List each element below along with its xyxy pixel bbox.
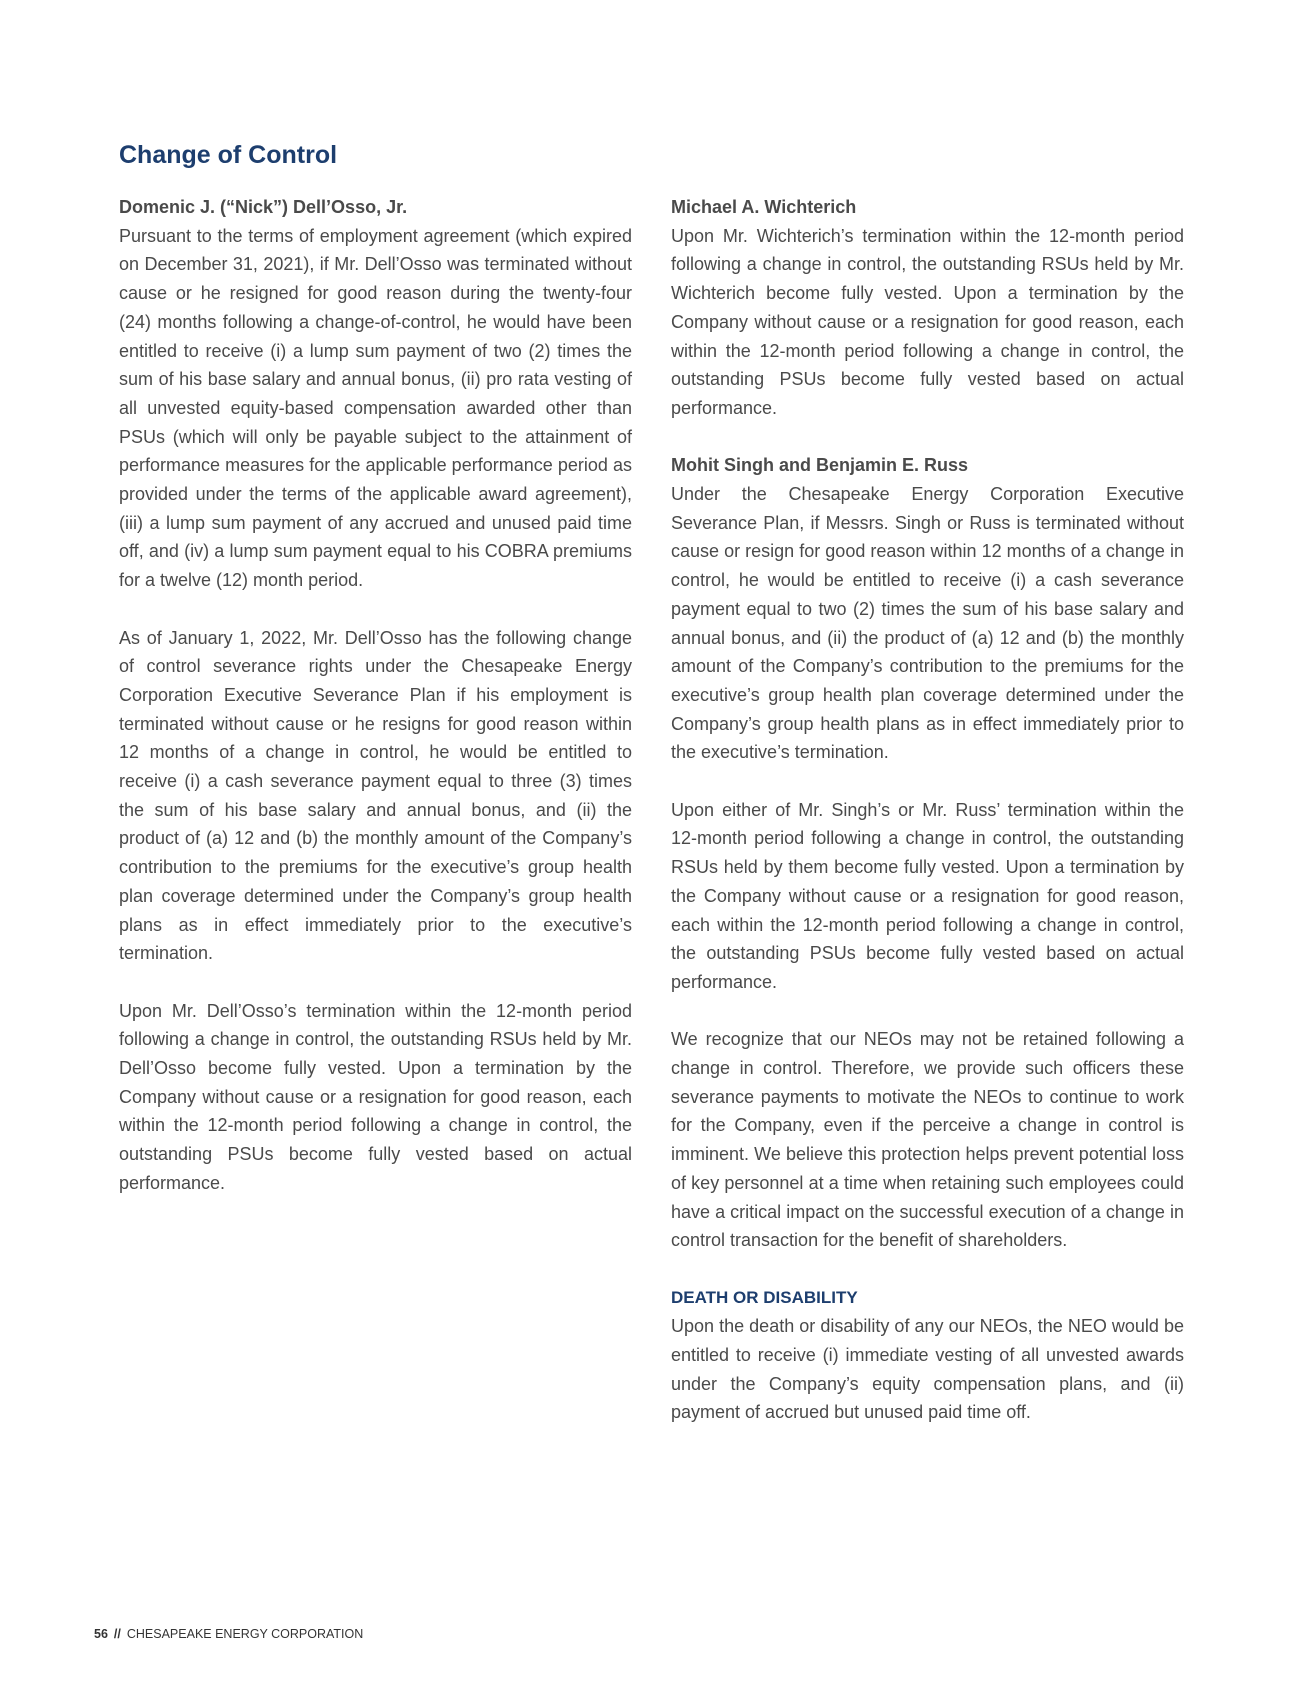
death-disability-paragraph: Upon the death or disability of any our NEOs, the NEO would be entitled to receive (i) immediate vesting of all unvested awards under the Company’s equity compensation plans, and (ii) payment of accrued but unused paid time off.: [671, 1316, 1184, 1423]
dellosso-paragraph-2: As of January 1, 2022, Mr. Dell’Osso has the following change of control severance rights under the Chesapeake Energy Corporation Executive Severance Plan if his employment is terminated without cause or he resigns for good reason within 12 months of a change in control, he would be entitled to receive (i) a cash severance payment equal to three (3) times the sum of his base salary and annual bonus, and (ii) the product of (a) 12 and (b) the monthly amount of the Company’s contribution to the premiums for the executive’s group health plan coverage determined under the Company’s group health plans as in effect immediately prior to the executive’s termination.: [119, 627, 632, 964]
footer-separator: //: [113, 1627, 121, 1641]
dellosso-heading: Domenic J. (“Nick”) Dell’Osso, Jr.: [119, 197, 408, 217]
footer-company: CHESAPEAKE ENERGY CORPORATION: [126, 1627, 364, 1641]
death-disability-heading: DEATH OR DISABILITY: [671, 1287, 858, 1307]
right-column: [671, 193, 1184, 1427]
dellosso-paragraph-1: Pursuant to the terms of employment agreement (which expired on December 31, 2021), if Mr. Dell’Osso was terminated without cause or he resigned for good reason during the twenty-four (24) months following a change-of-control, he would have been entitled to receive (i) a lump sum payment of two (2) times the sum of his base salary and annual bonus, (ii) pro rata vesting of all unvested equity-based compensation awarded other than PSUs (which will only be payable subject to the attainment of performance measures for the applicable performance period as provided under the terms of the applicable award agreement), (iii) a lump sum payment of any accrued and unused paid time off, and (iv) a lump sum payment equal to his COBRA premiums for a twelve (12) month period.: [119, 225, 632, 591]
page-title: Change of Control: [119, 141, 338, 169]
singh-russ-paragraph-1: Under the Chesapeake Energy Corporation Executive Severance Plan, if Messrs. Singh or Russ is terminated without cause or resign for good reason within 12 months of a change in control, he would be entitled to receive (i) a cash severance payment equal to two (2) times the sum of his base salary and annual bonus, and (ii) the product of (a) 12 and (b) the monthly amount of the Company’s contribution to the premiums for the executive’s group health plan coverage determined under the Company’s group health plans as in effect immediately prior to the executive’s termination.: [671, 484, 1184, 763]
page-number: 56: [94, 1627, 108, 1641]
singh-russ-paragraph-2: Upon either of Mr. Singh’s or Mr. Russ’ termination within the 12-month period following a change in control, the outstanding RSUs held by them become fully vested. Upon a termination by the Company without cause or a resignation for good reason, each within the 12-month period following a change in control, the outstanding PSUs become fully vested based on actual performance.: [671, 799, 1184, 992]
wichterich-paragraph: Upon Mr. Wichterich’s termination within the 12-month period following a change in control, the outstanding RSUs held by Mr. Wichterich become fully vested. Upon a termination by the Company without cause or a resignation for good reason, each within the 12-month period following a change in control, the outstanding PSUs become fully vested based on actual performance.: [671, 225, 1184, 418]
retention-paragraph: We recognize that our NEOs may not be retained following a change in control. Therefore, we provide such officers these severance payments to motivate the NEOs to continue to work for the Company, even if the perceive a change in control is imminent. We believe this protection helps prevent potential loss of key personnel at a time when retaining such employees could have a critical impact on the successful execution of a change in control transaction for the benefit of shareholders.: [671, 1029, 1184, 1251]
dellosso-paragraph-3: Upon Mr. Dell’Osso’s termination within the 12-month period following a change in control, the outstanding RSUs held by Mr. Dell’Osso become fully vested. Upon a termination by the Company without cause or a resignation for good reason, each within the 12-month period following a change in control, the outstanding PSUs become fully vested based on actual performance.: [119, 1000, 632, 1193]
wichterich-heading: Michael A. Wichterich: [671, 197, 857, 217]
singh-russ-heading: Mohit Singh and Benjamin E. Russ: [671, 455, 969, 476]
left-column: [119, 193, 632, 1198]
page-footer: [94, 1627, 363, 1641]
